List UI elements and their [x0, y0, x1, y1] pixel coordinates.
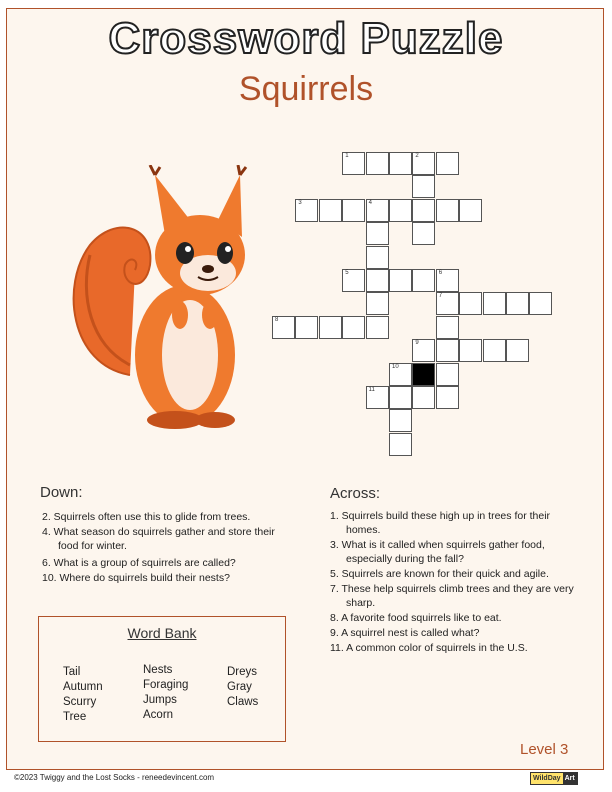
word-bank-word: Foraging [143, 679, 189, 691]
across-clue-7: 7. These help squirrels climb trees and they are very sharp. [330, 583, 574, 609]
page-subtitle: Squirrels [238, 70, 374, 108]
word-bank-word: Gray [227, 681, 252, 693]
word-bank-word: Acorn [143, 709, 174, 721]
word-bank-word: Scurry [63, 696, 97, 708]
clue-number: 7 [438, 293, 443, 300]
clue-number: 1 [345, 153, 349, 159]
across-heading: Across: [330, 485, 381, 502]
word-bank-column-1 [63, 665, 103, 725]
page-title: Crossword Puzzle [108, 14, 504, 63]
word-bank-word: Nests [143, 664, 173, 676]
clue-number: 4 [368, 199, 372, 206]
squirrel-illustration [60, 165, 250, 435]
clue-number: 9 [415, 340, 419, 347]
across-clue-1: 1. Squirrels build these high up in trees for their homes. [330, 510, 551, 536]
word-bank-word: Tail [63, 666, 81, 678]
across-clue-8: 8. A favorite food squirrels like to eat. [330, 612, 502, 624]
down-clue-6: 6. What is a group of squirrels are called? [42, 557, 236, 569]
across-clue-3: 3. What is it called when squirrels gather food, especially during the fall? [330, 539, 545, 565]
down-clue-2: 2. Squirrels often use this to glide from trees. [42, 511, 251, 523]
clue-number: 11 [368, 387, 375, 393]
across-clue-5: 5. Squirrels are known for their quick and agile. [330, 568, 549, 580]
down-clues [42, 510, 290, 586]
word-bank-word: Autumn [63, 681, 103, 693]
word-bank-column-2 [143, 663, 188, 723]
word-bank-column-3 [227, 665, 258, 710]
across-clue-11: 11. A common color of squirrels in the U.S. [330, 642, 528, 654]
clue-number: 3 [298, 199, 302, 206]
word-bank-word: Dreys [227, 666, 258, 678]
clue-number: 5 [345, 270, 349, 276]
clue-number: 10 [392, 363, 399, 370]
word-bank-word: Jumps [143, 694, 177, 706]
down-clue-4: 4. What season do squirrels gather and store their food for winter. [42, 526, 275, 552]
clue-number: 6 [438, 270, 443, 276]
logo-text-wildday: WildDay [533, 775, 561, 782]
down-heading: Down: [40, 484, 83, 501]
word-bank-word: Tree [63, 711, 87, 723]
word-bank-title: Word Bank [127, 625, 197, 641]
level-label: Level 3 [520, 741, 569, 758]
clue-number: 8 [275, 316, 279, 323]
across-clue-9: 9. A squirrel nest is called what? [330, 627, 480, 639]
wildday-art-logo [530, 772, 578, 785]
across-clues [330, 509, 580, 656]
clue-number: 2 [415, 153, 419, 159]
down-clue-10: 10. Where do squirrels build their nests? [42, 572, 230, 584]
logo-text-art: Art [564, 775, 575, 782]
copyright-footer: ©2023 Twiggy and the Lost Socks - reneedevincent.com [14, 773, 215, 782]
word-bank-word: Claws [227, 696, 259, 708]
word-bank [38, 616, 286, 742]
